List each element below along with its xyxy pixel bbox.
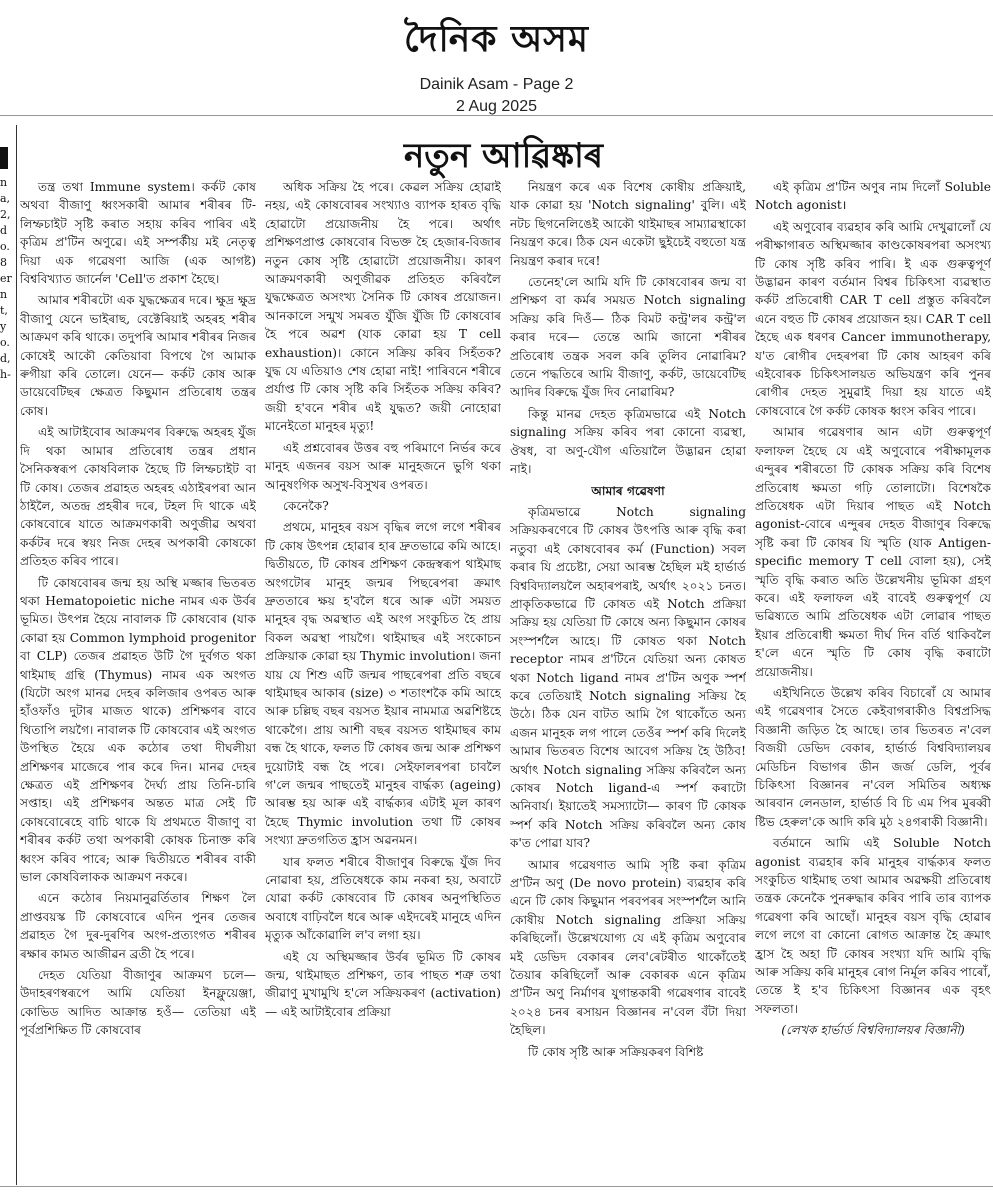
paragraph: এই প্ৰশ্নবোৰৰ উত্তৰ বহু পৰিমাণে নিৰ্ভৰ কৰে মানুহ এজনৰ বয়স আৰু মানুহজনে ভুগি থকা আনুষংগিক অসুখ-বিসুখৰ ওপৰত। [265, 440, 501, 492]
section-subheading: আমাৰ গৱেষণা [591, 483, 665, 498]
masthead [0, 0, 993, 115]
article-headline: নতুন আৱিষ্কাৰ [404, 136, 603, 176]
paragraph: এই অণুবোৰ ব্যৱহাৰ কৰি আমি দেখুৱালোঁ যে পৰীক্ষাগাৰত অস্থিমজ্জাৰ কাণ্ডকোষৰপৰা অসংখ্য টি কোষ সৃষ্টি কৰিব পাৰি। ই এক গুৰুত্বপূৰ্ণ উদ্ভাৱন কাৰণ বৰ্তমান বিশ্বৰ চিকিৎসা ব্যৱস্থাত কৰ্কট প্ৰতিৰোধী CAR T cell প্ৰস্তুত কৰিবলৈ এনে বহুত টি কোষৰ প্ৰয়োজন হয়। CAR T cell হৈছে এক ধৰণৰ Cancer immunotherapy, য'ত ৰোগীৰ দেহৰপৰা টি কোষ আহৰণ কৰি এইবোৰক চিকিৎসালয়ত অভিযন্ত্ৰণ কৰি পুনৰ ৰোগীৰ দেহত সুমুৱাই দিয়া হয় যাতে এই কোষবোৰে গৈ কৰ্কট কোষক ধ্বংস কৰিব পাৰে। [755, 219, 991, 418]
paragraph: বৰ্তমানে আমি এই Soluble Notch agonist ব্যৱহাৰ কৰি মানুহৰ বাৰ্দ্ধক্যৰ ফলত সংকুচিত থাইমাছ তথা আমাৰ অৱক্ষয়ী প্ৰতিৰোধ তন্ত্ৰক কেনেকৈ পুনৰুদ্ধাৰ কৰিব পাৰি তাৰ ব্যাপক গৱেষণা কৰি আছোঁ। মানুহৰ বয়স বৃদ্ধি হোৱাৰ লগে লগে বা কোনো ৰোগত আক্ৰান্ত হৈ ক্ৰমাৎ হ্ৰাস হৈ অহা টি কোষৰ সংখ্যা যদি আমি বৃদ্ধি আৰু সক্ৰিয় কৰি মানুহৰ ৰোগ নিৰ্মূল কৰিব পাৰোঁ, তেন্তে ই হ'ব চিকিৎসা বিজ্ঞানৰ এক বৃহৎ সফলতা। [755, 836, 991, 1016]
bottom-divider [0, 1186, 993, 1187]
paragraph: এইখিনিতে উল্লেখ কৰিব বিচাৰোঁ যে আমাৰ এই গৱেষণাৰ সৈতে কেইবাগৰাকীও বিশ্বপ্ৰসিদ্ধ বিজ্ঞানী জড়িত হৈ আছে। তাৰ ভিতৰত ন'বেল বিজয়ী ডেভিদ বেকাৰ, হাৰ্ভাৰ্ড বিশ্ববিদ্যালয়ৰ মেডিচিন বিভাগৰ ডীন জৰ্জ ডেলি, পূৰ্বৰ চিকিৎসা বিজ্ঞানৰ ন'বেল সমিতিৰ অধ্যক্ষ আৰবান লেনডাল, হাৰ্ভাৰ্ড বি চি এম পিৰ মুৰব্বী ষ্টিভ হেৰুল'কে আদি কৰি মুঠ ২৪গৰাকী বিজ্ঞানী। [755, 685, 991, 829]
paragraph: তন্ত্ৰ তথা Immune system। কৰ্কট কোষ অথবা বীজাণু ধ্বংসকাৰী আমাৰ শৰীৰৰ টি-লিম্ফচাইট সৃষ্টি কৰাত সহায় কৰিব পাৰিব এই কৃত্ৰিম প্ৰ'টিন অণুৱে। এই সম্পৰ্কীয় মই নেতৃত্ব দিয়া এক গৱেষণা আজি (এক আগষ্ট) বিশ্ববিখ্যাত জাৰ্নেল 'Cell'ত প্ৰকাশ হৈছে। [20, 180, 256, 287]
top-divider [0, 115, 993, 116]
paragraph: কৃত্ৰিমভাৱে Notch signaling সক্ৰিয়কৰণেৰে টি কোষৰ উৎপত্তি আৰু বৃদ্ধি কৰা নতুবা এই কোষবোৰৰ কৰ্ম (Function) সবল কৰাৰ যি প্ৰচেষ্টা, সেয়া আৰম্ভ হৈছিল মই হাৰ্ভাৰ্ড বিশ্ববিদ্যালয়লৈ অহাৰপৰাই, অৰ্থাৎ ২০২১ চনত। প্ৰাকৃতিকভাৱে টি কোষত এই Notch প্ৰক্ৰিয়া সক্ৰিয় হয় যেতিয়া টি কোষে অন্য কিছুমান কোষৰ সংস্পৰ্শলৈ আহে। টি কোষত থকা Notch receptor নামৰ প্ৰ'টিনে যেতিয়া অন্য কোষত থকা Notch ligand নামৰ প্ৰ'টিন অণুক স্পৰ্শ কৰে তেতিয়াই Notch signaling সক্ৰিয় হৈ উঠে। ঠিক যেন বাটত আমি গৈ থাকোঁতে অন্য এজন মানুহক লগ পালে তেওঁৰ স্পৰ্শ কৰি দিলেই আমাৰ ভিতৰত বিশেষ আবেগ সক্ৰিয় হৈ উঠিব! অৰ্থাৎ Notch signaling সক্ৰিয় কৰিবলৈ অন্য কোষৰ Notch ligand-এ স্পৰ্শ কৰাটো অনিবাৰ্য। ইয়াতেই সমস্যাটো— কাৰণ টি কোষক স্পৰ্শ কৰি Notch সক্ৰিয় কৰিবলৈ অন্য কোষ ক'ত পোৱা যাব? [510, 504, 746, 851]
newspaper-title: দৈনিক অসম [404, 18, 589, 60]
paragraph: এই যে অস্থিমজ্জাৰ উৰ্বৰ ভূমিত টি কোষৰ জন্ম, থাইমাছত প্ৰশিক্ষণ, তাৰ পাছত শত্ৰু তথা জীৱাণু মুখামুখি হ'লে সক্ৰিয়কৰণ (activation)— এই আটাইবোৰ প্ৰক্ৰিয়া [265, 949, 501, 1019]
page-label: Dainik Asam - Page 2 [419, 76, 574, 93]
paragraph: প্ৰথমে, মানুহৰ বয়স বৃদ্ধিৰ লগে লগে শৰীৰৰ টি কোষ উৎপন্ন হোৱাৰ হাৰ দ্ৰুতভাৱে কমি আহে। দ্বিতীয়তে, টি কোষৰ প্ৰশিক্ষণ কেন্দ্ৰস্বৰূপ থাইমাছ অংগটোৰ মানুহ জন্মৰ পিছৰেপৰা ক্ৰমাৎ দ্ৰুততাৰে ক্ষয় হ'বলৈ ধৰে আৰু এটা সময়ত মানুহৰ বৃদ্ধ অৱস্থাত এই অংগ সংকুচিত হৈ প্ৰায় বিকল অৱস্থা পায়গৈ। থাইমাছৰ এই সংকোচন প্ৰক্ৰিয়াক কোৱা হয় Thymic involution। জনা যায় যে শিশু এটি জন্মৰ পাছৰেপৰা প্ৰতি বছৰে থাইমাছৰ আকাৰ (size) ৩ শতাংশকৈ কমি আহে আৰু চল্লিছ বছৰ বয়সত ইয়াৰ নামমাত্ৰ অৱশিষ্টহে থাকেগৈ। প্ৰায় আশী বছৰ বয়সত থাইমাছৰ কাম বন্ধ হৈ থাকে, ফলত টি কোষৰ জন্ম আৰু প্ৰশিক্ষণ দুয়োটাই বন্ধ হৈ পৰে। সেইফালৰপৰা চাবলৈ গ'লে জন্মৰ পাছতেই মানুহৰ বাৰ্দ্ধক্য (ageing) আৰম্ভ হয় আৰু এই বাৰ্দ্ধক্যৰ এটাই মূল কাৰণ হৈছে Thymic involution তথা টি কোষৰ সংখ্যা দ্ৰুতগতিত হ্ৰাস অৱনমন। [265, 520, 501, 848]
adjacent-article-fragment [0, 125, 14, 1185]
black-block-marker [0, 147, 8, 169]
paragraph: টি কোষ সৃষ্টি আৰু সক্ৰিয়কৰণ বিশিষ্ট [528, 1044, 704, 1059]
article-column-3 [510, 178, 746, 1178]
paragraph: আমাৰ গৱেষণাৰ আন এটা গুৰুত্বপূৰ্ণ ফলাফল হৈছে যে এই অণুবোৰে পৰীক্ষামূলক এন্দুৰৰ শৰীৰতো টি কোষক সক্ৰিয় কৰি বিশেষ প্ৰতিৰোধ ক্ষমতা গঢ়ি তোলাটো। বিশেষকৈ প্ৰতিষেধক এটা দিয়াৰ পাছত এই Notch agonist-বোৰে এন্দুৰৰ দেহত বীজাণুৰ বিৰুদ্ধে সৃষ্টি কৰা টি কোষৰ যি স্মৃতি (যাক Antigen-specific memory T cell বোলা হয়), সেই স্মৃতি বৃদ্ধি কৰাত অতি উল্লেখনীয় ভূমিকা গ্ৰহণ কৰে। এই ফলাফল এই বাবেই গুৰুত্বপূৰ্ণ যে ভৱিষ্যতে আমি প্ৰতিষেধক এটা লোৱাৰ পাছত ইয়াৰ প্ৰতিৰোধী ক্ষমতা দীৰ্ঘ দিন বৰ্তি থাকিবলৈ হ'লে এনে স্মৃতি টি কোষ বৃদ্ধি কৰাটো প্ৰয়োজনীয়। [755, 425, 991, 679]
paragraph: অধিক সক্ৰিয় হৈ পৰে। কেৱল সক্ৰিয় হোৱাই নহয়, এই কোষবোৰৰ সংখ্যাও ব্যাপক হাৰত বৃদ্ধি হোৱাটো প্ৰয়োজনীয় হৈ পৰে। অৰ্থাৎ প্ৰশিক্ষণপ্ৰাপ্ত কোষবোৰ বিভক্ত হৈ হেজাৰ-বিজাৰ নতুন কোষ সৃষ্টি হোৱাটো প্ৰয়োজনীয়। কাৰণ আক্ৰমণকাৰী অণুজীৱক প্ৰতিহত কৰিবলৈ যুদ্ধক্ষেত্ৰত অসংখ্য সৈনিক টি কোষৰ প্ৰয়োজন। আনকালে সন্মুখ সমৰত যুঁজি যুঁজি টি কোষবোৰ হৈ পৰে অৱশ (যাক কোৱা হয় T cell exhaustion)। কোনে সক্ৰিয় কৰিব সিহঁতক? যুদ্ধ যে এতিয়াও শেষ হোৱা নাই! পাৰিবনে শৰীৰে প্ৰৰ্যাপ্ত টি কোষ সৃষ্টি কৰি সিহঁতক সক্ৰিয় কৰিব? জয়ী হ'বনে শৰীৰ এই যুদ্ধত? জয়ী নোহোৱা মানেইতো মানুহৰ মৃত্যু! [265, 180, 501, 434]
fragment-text: n a, 2, d o. 8 er n t, y o. d, h- [0, 176, 12, 381]
article-body [20, 178, 991, 1178]
paragraph: দেহত যেতিয়া বীজাণুৰ আক্ৰমণ চলে— উদাহৰণস্বৰূপে আমি যেতিয়া ইনফ্লুয়েঞ্জা, কোভিড আদিত আক্ৰান্ত হওঁ— তেতিয়া এই পূৰ্বপ্ৰশিক্ষিত টি কোষবোৰ [20, 968, 256, 1038]
paragraph: এই কৃত্ৰিম প্ৰ'টিন অণুৰ নাম দিলোঁ Soluble Notch agonist। [755, 180, 991, 213]
article-column-4 [755, 178, 991, 1178]
paragraph: টি কোষবোৰৰ জন্ম হয় অস্থি মজ্জাৰ ভিতৰত থকা Hematopoietic niche নামৰ এক উৰ্বৰ ভূমিত। উৎপন্ন হৈয়ে নাবালক টি কোষবোৰ (যাক কোৱা হয় Common lymphoid progenitor বা CLP) তেজৰ প্ৰৱাহত উটি গৈ দুৰ্বগত থকা থাইমাছ গ্ৰন্থি (Thymus) নামৰ এক অংগত (যিটো অংগ মানৱ দেহৰ কলিজাৰ ওপৰত আৰু হাঁওফাঁও দুটাৰ মাজত থাকে) প্ৰশিক্ষণৰ বাবে থিতাপি লয়গৈ। নাবালক টি কোষবোৰ এই অংগত উপস্থিত হৈয়ে এক কঠোৰ তথা দীঘলীয়া প্ৰশিক্ষণৰ মাজেৰে পাৰ কৰে দিন। মানৱ দেহৰ ক্ষেত্ৰত এই প্ৰশিক্ষণৰ দৈৰ্ঘ্য প্ৰায় তিনি-চাৰি সপ্তাহ। এই প্ৰশিক্ষণৰ অন্তত মাত্ৰ সেই টি কোষবোৰেহে বাচি থাকে যি প্ৰথমতে বীজাণু বা শৰীৰৰ কৰ্কট তথা অপকাৰী কোষক চিনাক্ত কৰি ধ্বংস কৰিব পাৰে; আৰু দ্বিতীয়তে শৰীৰৰ বাকী ভাল কোষবিলাকক আক্ৰমণ নকৰে। [20, 575, 256, 885]
paragraph: কিন্তু মানৱ দেহত কৃত্ৰিমভাৱে এই Notch signaling সক্ৰিয় কৰিব পৰা কোনো ব্যৱস্থা, ঔষধ, বা অণু-যৌগ এতিয়ালৈ উদ্ভাৱন হোৱা নাই। [510, 406, 746, 477]
paragraph: তেনেহ'লে আমি যদি টি কোষবোৰৰ জন্ম বা প্ৰশিক্ষণ বা কৰ্মৰ সময়ত Notch signaling সক্ৰিয় কৰি দিওঁ— ঠিক বিমট কন্ট্ৰ'লৰ কন্ট্ৰ'ল কৰাৰ দৰে— তেন্তে আমি জানো শৰীৰৰ প্ৰতিৰোধ তন্ত্ৰক সবল কৰি তুলিব নোৱাৰিম? তেনে পদ্ধতিৰে আমি বীজাণু, কৰ্কট, ডায়েবেটিছ আদিৰ বিৰুদ্ধে যুঁজ দিব নোৱাৰিম? [510, 275, 746, 400]
article-column-2 [265, 178, 501, 1178]
paragraph: যাৰ ফলত শৰীৰে বীজাণুৰ বিৰুদ্ধে যুঁজ দিব নোৱাৰা হয়, প্ৰতিষেধকে কাম নকৰা হয়, অবাটে যোৱা কৰ্কট কোষবোৰ টি কোষৰ অনুপস্থিতিত অবাধে বাঢ়িবলৈ ধৰে আৰু এইদৰেই মানুহে এদিন মৃত্যুক আঁকোৱালি ল'ব লগা হয়। [265, 854, 501, 943]
paragraph: এই আটাইবোৰ আক্ৰমণৰ বিৰুদ্ধে অহৰহ যুঁজ দি থকা আমাৰ প্ৰতিৰোধ তন্ত্ৰৰ প্ৰধান সৈনিকস্বৰূপ কোষবিলাক হৈছে টি লিম্ফচাইট বা টি কোষ। তেজৰ প্ৰৱাহত অহৰহ এঠাইৰপৰা আন ঠাইলৈ, অতন্দ্ৰ প্ৰহৰীৰ দৰে, টহল দি থাকে এই কোষবোৰে যাতে আক্ৰমণকাৰী অণুজীৱ অথবা কৰ্কটৰ দৰে স্বয়ং নিজ দেহৰ অপকাৰী কোষকো প্ৰতিহত কৰিব পাৰে। [20, 425, 256, 569]
issue-date: 2 Aug 2025 [456, 98, 537, 115]
paragraph: আমাৰ শৰীৰটো এক যুদ্ধক্ষেত্ৰৰ দৰে। ক্ষুদ্ৰ ক্ষুদ্ৰ বীজাণু যেনে ভাইৰাছ, বেক্টেৰিয়াই অহৰহ শৰীৰ আক্ৰমণ কৰি থাকে। তদুপৰি আমাৰ শৰীৰৰ নিজৰ কোষেই আকৌ কেতিয়াবা বিপথে গৈ আমাক ৰুগীয়া কৰি তোলে। যেনে— কৰ্কট কোষ আৰু ডায়েবেটিছৰ ক্ষেত্ৰত কিছুমান প্ৰতিৰোধ তন্ত্ৰৰ কোষ। [20, 293, 256, 418]
author-credit: (লেখক হাৰ্ভাৰ্ড বিশ্ববিদ্যালয়ৰ বিজ্ঞানী) [781, 1023, 965, 1038]
paragraph: নিয়ন্ত্ৰণ কৰে এক বিশেষ কোষীয় প্ৰক্ৰিয়াই, যাক কোৱা হয় 'Notch signaling' বুলি। এই নটচ ছিগনেলিঙেই আকৌ থাইমাছৰ সাম্যাৱস্থাকো নিয়ন্ত্ৰণ কৰে। ঠিক যেন একেটা ছুইচেই বহুতো যন্ত্ৰ নিয়ন্ত্ৰণ কৰাৰ দৰে! [510, 180, 746, 268]
paragraph: কেনেকৈ? [283, 498, 329, 513]
paragraph: আমাৰ গৱেষণাত আমি সৃষ্টি কৰা কৃত্ৰিম প্ৰ'টিন অণু (De novo protein) ব্যৱহাৰ কৰি এনে টি কোষ কিছুমান পৰবপৰৰ সংস্পৰ্শলৈ আনি কোষীয় Notch signaling প্ৰক্ৰিয়া সক্ৰিয় কৰিছিলোঁ। উল্লেখযোগ্য যে এই কৃত্ৰিম অণুবোৰ মই ডেভিদ বেকাৰৰ লেব'ৰেটৰীত থাকোঁতেই তৈয়াৰ কৰিছিলোঁ আৰু বেকাৰক এনে কৃত্ৰিম প্ৰ'টিন অণু নিৰ্মাণৰ যুগান্তকাৰী গৱেষণাৰ বাবেই ২০২৪ চনৰ ৰসায়ন বিজ্ঞানৰ ন'বেল বঁটা দিয়া হৈছিল। [510, 857, 746, 1038]
column-rule [16, 125, 17, 1185]
paragraph: এনে কঠোৰ নিয়মানুৱৰ্তিতাৰ শিক্ষণ লৈ প্ৰাপ্তবয়স্ক টি কোষবোৰে এদিন পুনৰ তেজৰ প্ৰৱাহত গৈ দুৰ-দুৰণিৰ অংগ-প্ৰত্যংগত শৰীৰৰ ৰক্ষাৰ কামত আজীৱন ব্ৰতী হৈ পৰে। [20, 891, 256, 961]
article-column-1 [20, 178, 256, 1178]
